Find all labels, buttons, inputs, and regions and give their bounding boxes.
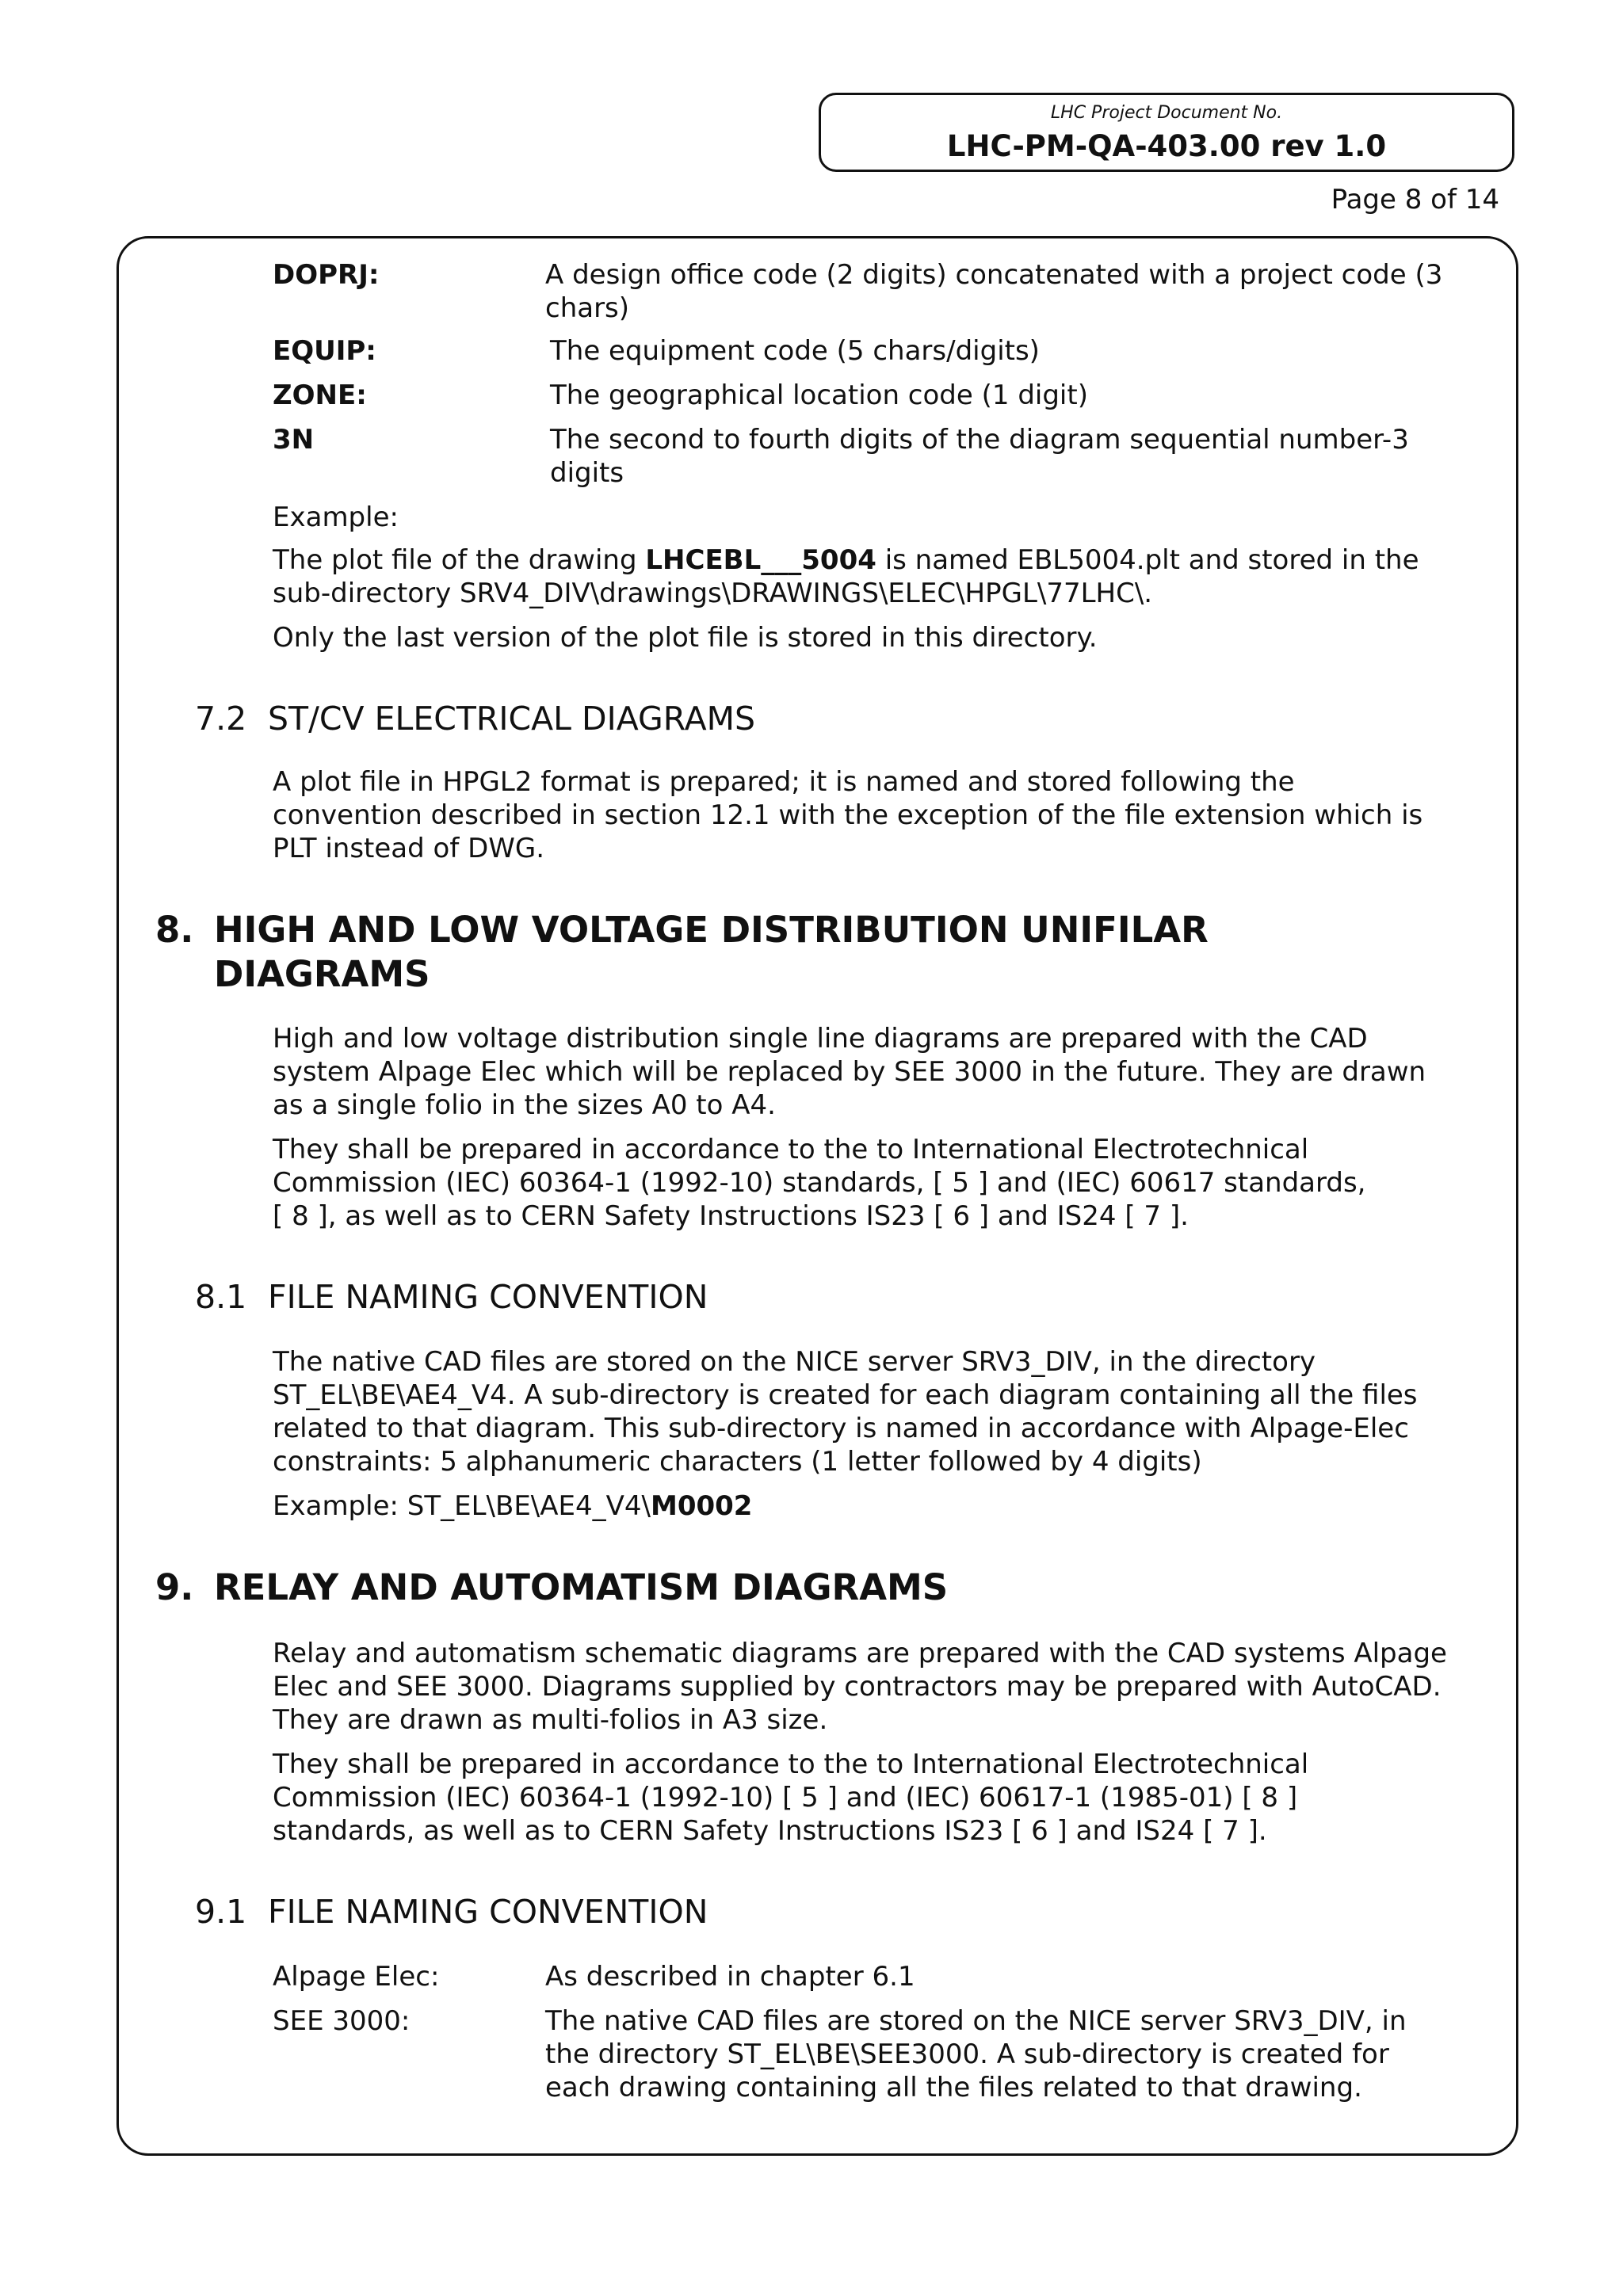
s8-p1-line3: as a single folio in the sizes A0 to A4. (273, 1089, 776, 1121)
s91-term-alpage: Alpage Elec: (273, 1961, 440, 1993)
section-8-title-line1: HIGH AND LOW VOLTAGE DISTRIBUTION UNIFILAR (214, 909, 1209, 951)
s9-p2-line2: Commission (IEC) 60364-1 (1992-10) [ 5 ] and (IEC) 60617-1 (1985-01) [ 8 ] (273, 1782, 1298, 1814)
s91-desc-see3000-line2: the directory ST_EL\BE\SEE3000. A sub-directory is created for (545, 2039, 1389, 2070)
def-term-zone: ZONE: (273, 379, 367, 411)
s91-desc-see3000-line1: The native CAD files are stored on the NICE server SRV3_DIV, in (545, 2005, 1407, 2037)
s9-p1-line3: They are drawn as multi-folios in A3 size. (273, 1704, 828, 1736)
page-number: Page 8 of 14 (1331, 184, 1499, 215)
example-para-line2: sub-directory SRV4_DIV\drawings\DRAWINGS\ELEC\HPGL\77LHC\. (273, 578, 1153, 609)
s81-line1: The native CAD files are stored on the NICE server SRV3_DIV, in the directory (273, 1346, 1316, 1378)
s81-example-path: Example: ST_EL\BE\AE4_V4\ (273, 1490, 651, 1522)
doc-number: LHC-PM-QA-403.00 rev 1.0 (946, 129, 1387, 163)
s8-p1-line2: system Alpage Elec which will be replaced by SEE 3000 in the future. They are drawn (273, 1056, 1426, 1088)
example-text-a: The plot file of the drawing (273, 544, 646, 576)
s81-example-dir: M0002 (650, 1490, 753, 1522)
s81-line2: ST_EL\BE\AE4_V4. A sub-directory is created for each diagram containing all the files (273, 1379, 1418, 1411)
s8-p1-line1: High and low voltage distribution single line diagrams are prepared with the CAD (273, 1023, 1368, 1055)
def-term-equip: EQUIP: (273, 335, 376, 367)
def-term-3n: 3N (273, 424, 315, 456)
s8-p2-line2: Commission (IEC) 60364-1 (1992-10) standards, [ 5 ] and (IEC) 60617 standards, (273, 1167, 1366, 1199)
s8-p2-line1: They shall be prepared in accordance to the to International Electrotechnical (273, 1134, 1309, 1165)
section-8-title-line2: DIAGRAMS (214, 953, 430, 995)
s91-desc-see3000-line3: each drawing containing all the files related to that drawing. (545, 2072, 1362, 2103)
drawing-name: LHCEBL___5004 (645, 544, 876, 576)
s9-p2-line3: standards, as well as to CERN Safety Instructions IS23 [ 6 ] and IS24 [ 7 ]. (273, 1815, 1267, 1847)
s72-line2: convention described in section 12.1 with the exception of the file extension which is (273, 799, 1423, 831)
def-desc-doprj-line2: chars) (545, 292, 630, 324)
section-9-1-number: 9.1 (195, 1893, 247, 1931)
section-9-number: 9. (155, 1566, 194, 1608)
section-8-1-number: 8.1 (195, 1278, 247, 1316)
document-number-box (819, 93, 1514, 172)
last-version-note: Only the last version of the plot file is stored in this directory. (273, 622, 1098, 654)
example-text-c: is named EBL5004.plt and stored in the (876, 544, 1419, 576)
def-desc-3n-line2: digits (550, 457, 624, 489)
section-8-number: 8. (155, 909, 194, 951)
s8-p2-line3: [ 8 ], as well as to CERN Safety Instructions IS23 [ 6 ] and IS24 [ 7 ]. (273, 1200, 1189, 1232)
s81-line4: constraints: 5 alphanumeric characters (1 letter followed by 4 digits) (273, 1446, 1202, 1478)
def-term-doprj: DOPRJ: (273, 259, 380, 291)
s81-line3: related to that diagram. This sub-directory is named in accordance with Alpage-Elec (273, 1413, 1409, 1444)
def-desc-zone: The geographical location code (1 digit) (550, 379, 1088, 411)
s9-p1-line2: Elec and SEE 3000. Diagrams supplied by contractors may be prepared with AutoCAD. (273, 1671, 1442, 1703)
section-9-1-title: FILE NAMING CONVENTION (268, 1893, 708, 1931)
s72-line3: PLT instead of DWG. (273, 833, 545, 864)
s9-p1-line1: Relay and automatism schematic diagrams are prepared with the CAD systems Alpage (273, 1638, 1447, 1669)
example-para-line1 (273, 543, 1419, 577)
section-7-2-title: ST/CV ELECTRICAL DIAGRAMS (268, 700, 756, 738)
example-label: Example: (273, 502, 399, 533)
s72-line1: A plot file in HPGL2 format is prepared; it is named and stored following the (273, 766, 1295, 798)
section-9-title: RELAY AND AUTOMATISM DIAGRAMS (214, 1566, 949, 1608)
s91-desc-alpage: As described in chapter 6.1 (545, 1961, 915, 1993)
def-desc-equip: The equipment code (5 chars/digits) (550, 335, 1040, 367)
section-8-1-title: FILE NAMING CONVENTION (268, 1278, 708, 1316)
section-7-2-number: 7.2 (195, 700, 247, 738)
doc-number-label: LHC Project Document No. (1050, 103, 1283, 123)
s9-p2-line1: They shall be prepared in accordance to the to International Electrotechnical (273, 1749, 1309, 1780)
s91-term-see3000: SEE 3000: (273, 2005, 411, 2037)
s81-example (273, 1489, 752, 1523)
def-desc-3n-line1: The second to fourth digits of the diagram sequential number-3 (550, 424, 1409, 456)
def-desc-doprj-line1: A design office code (2 digits) concatenated with a project code (3 (545, 259, 1443, 291)
